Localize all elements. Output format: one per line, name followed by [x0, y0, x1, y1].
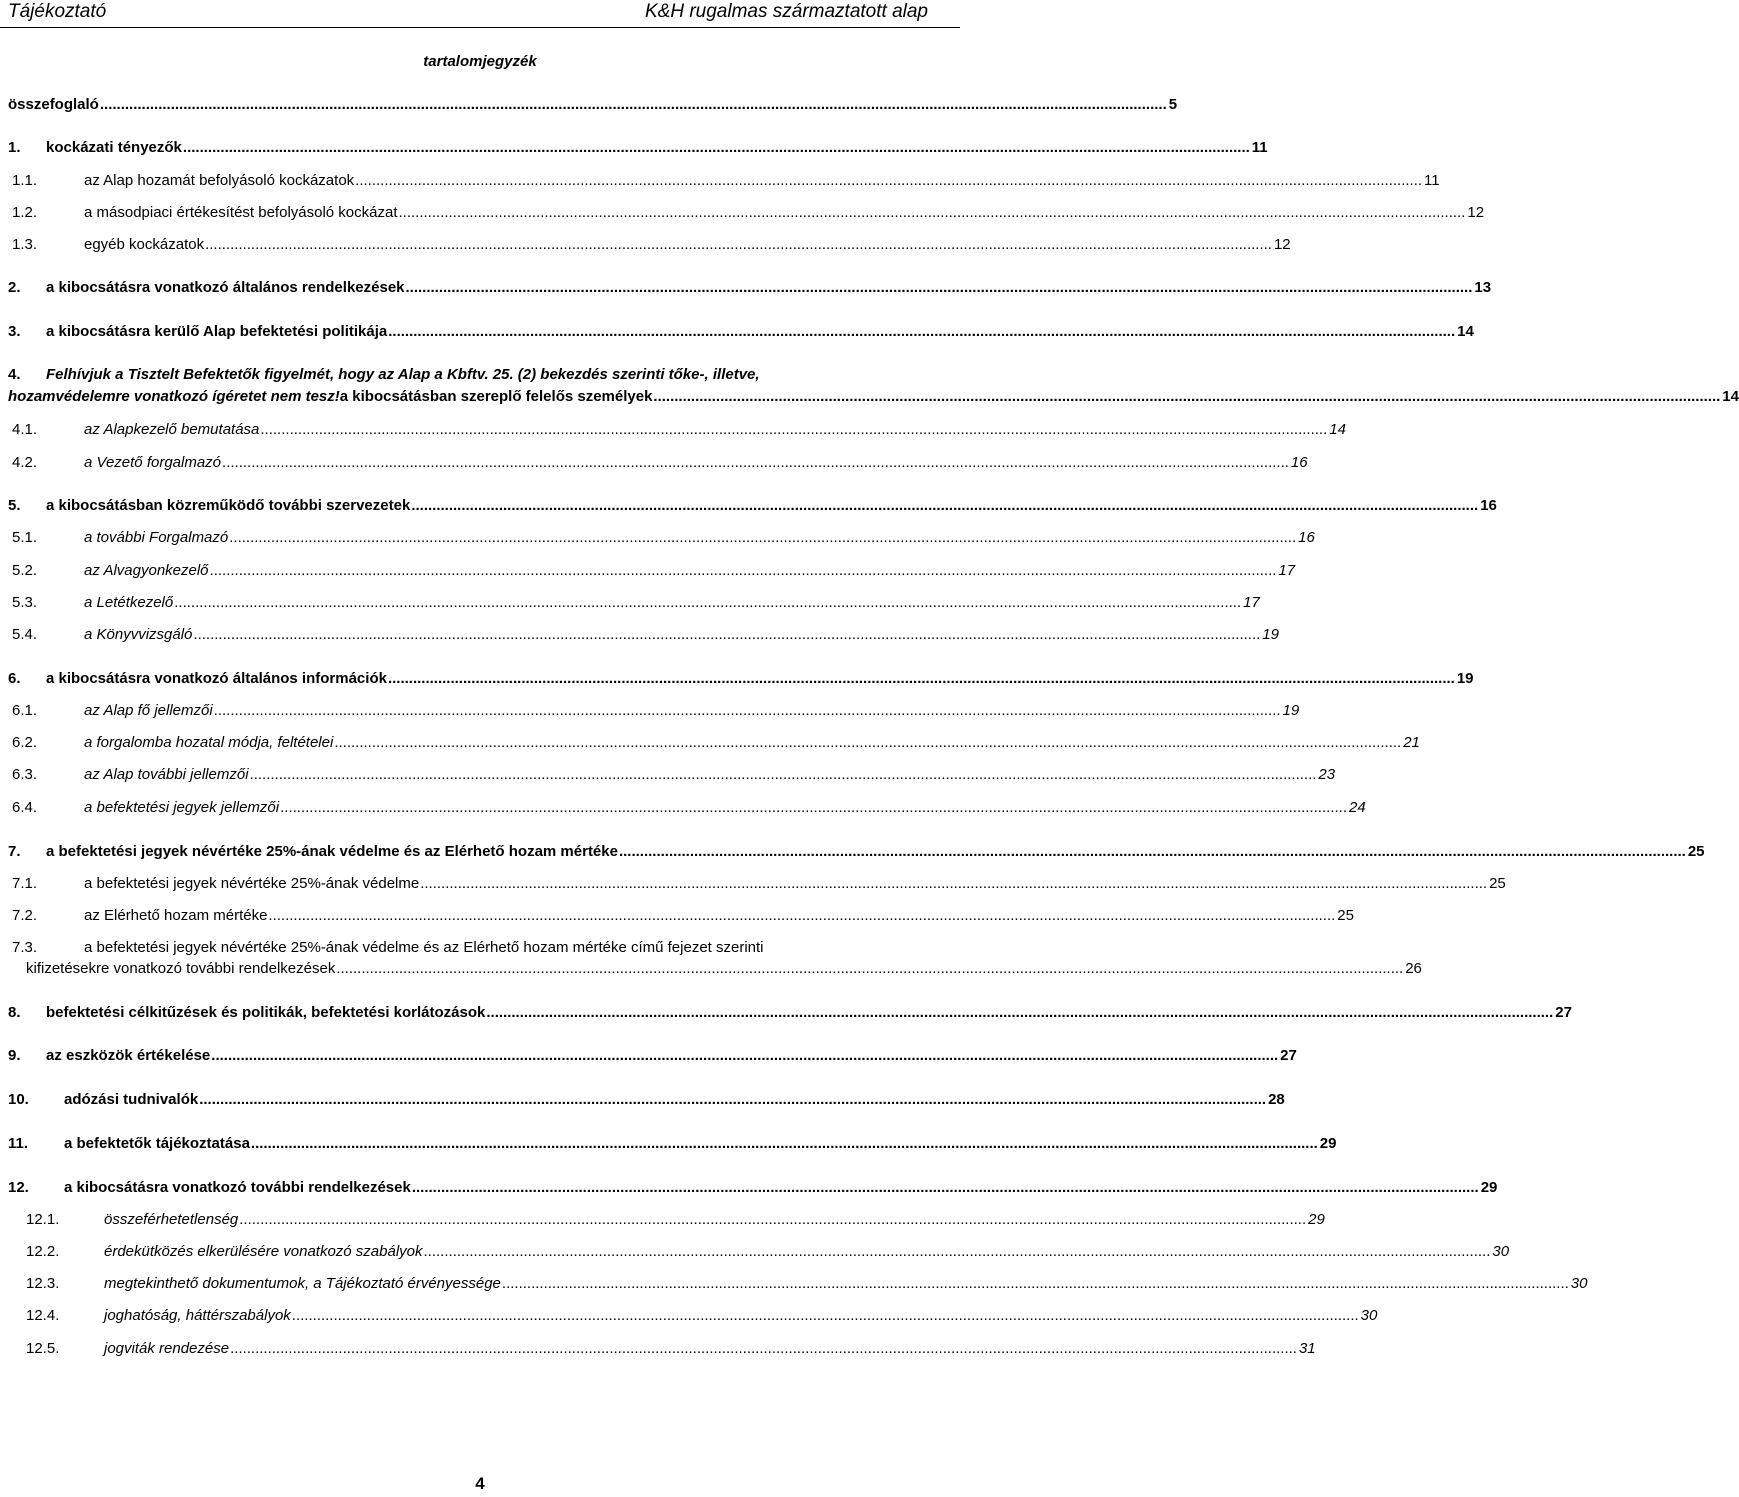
toc-entry-page: 16	[1290, 454, 1308, 471]
toc-entry-6-1[interactable]	[8, 701, 1300, 721]
toc-entry-title: a másodpiaci értékesítést befolyásoló kockázat	[84, 204, 398, 221]
toc-entry-number: 4.	[8, 366, 21, 383]
toc-entry-7-3-line2[interactable]	[26, 959, 1422, 979]
toc-entry-title: a kibocsátásra vonatkozó általános rendelkezések	[46, 279, 405, 296]
toc-leader	[334, 733, 1401, 753]
toc-entry-number: 1.2.	[12, 204, 38, 221]
toc-entry-page: 30	[1492, 1243, 1510, 1260]
toc-entry-page: 27	[1555, 1004, 1572, 1021]
toc-entry-1-1[interactable]	[8, 171, 1440, 191]
toc-leader	[653, 387, 1720, 407]
toc-leader	[229, 528, 1296, 548]
toc-leader	[424, 1242, 1491, 1262]
toc-leader	[486, 1003, 1553, 1023]
toc-entry-6-4[interactable]	[8, 798, 1366, 818]
toc-entry-page: 25	[1337, 907, 1354, 924]
toc-entry-10[interactable]	[8, 1090, 1285, 1110]
toc-entry-12[interactable]	[8, 1178, 1498, 1198]
toc-leader	[239, 1210, 1306, 1230]
toc-leader	[250, 765, 1317, 785]
toc-entry-number: 11.	[8, 1135, 29, 1152]
toc-entry-page: 16	[1480, 497, 1497, 514]
toc-entry-number: 1.	[8, 139, 21, 156]
toc-entry-page: 30	[1570, 1275, 1588, 1292]
toc-entry-number: 1.3.	[12, 236, 38, 253]
toc-entry-title: az Alvagyonkezelő	[84, 562, 209, 579]
toc-leader	[619, 842, 1686, 862]
toc-entry-5-1[interactable]	[8, 528, 1315, 548]
toc-entry-title: joghatóság, háttérszabályok	[104, 1307, 291, 1324]
toc-entry-title: jogviták rendezése	[104, 1340, 230, 1357]
toc-entry-page: 5	[1168, 96, 1178, 113]
header-fund-name: K&H rugalmas származtatott alap	[644, 1, 928, 22]
toc-entry-title: a befektetési jegyek névértéke 25%-ának védelme és az Elérhető hozam mértéke	[46, 843, 618, 860]
toc-entry-title: a befektetési jegyek névértéke 25%-ának védelme és az Elérhető hozam mértéke című fejezet szerinti	[84, 939, 764, 956]
toc-leader	[268, 906, 1335, 926]
toc-entry-page: 13	[1474, 279, 1492, 296]
toc-entry-page: 23	[1318, 766, 1336, 783]
toc-entry-page: 17	[1243, 594, 1260, 611]
toc-leader	[292, 1306, 1359, 1326]
toc-leader	[214, 701, 1281, 721]
toc-entry-number: 6.3.	[12, 766, 38, 783]
toc-entry-page: 14	[1457, 323, 1474, 340]
toc-leader	[230, 1339, 1297, 1359]
toc-leader	[280, 798, 1347, 818]
toc-entry-1-3[interactable]	[8, 235, 1291, 255]
toc-leader	[205, 235, 1272, 255]
toc-leader	[251, 1134, 1318, 1154]
toc-entry-number: 12.5.	[26, 1340, 60, 1357]
toc-entry-5-2[interactable]	[8, 561, 1296, 581]
toc-entry-title: az eszközök értékelése	[46, 1047, 211, 1064]
toc-entry-page: 21	[1403, 734, 1420, 751]
toc-entry-7-3-line1[interactable]	[8, 938, 952, 958]
toc-entry-title: adózási tudnivalók	[64, 1091, 199, 1108]
page-number: 4	[475, 1474, 485, 1493]
toc-entry-title: a forgalomba hozatal módja, feltételei	[84, 734, 334, 751]
toc-leader	[420, 874, 1487, 894]
toc-entry-title-italic: hozamvédelemre vonatkozó ígéretet nem tesz!	[8, 388, 340, 405]
toc-entry-page: 30	[1360, 1307, 1378, 1324]
toc-entry-number: 12.3.	[26, 1275, 60, 1292]
toc-entry-title: az Alapkezelő bemutatása	[84, 421, 260, 438]
toc-leader	[388, 322, 1455, 342]
toc-entry-12-5[interactable]	[8, 1339, 1316, 1359]
toc-entry-page: 19	[1282, 702, 1300, 719]
toc-leader	[211, 1046, 1278, 1066]
toc-entry-4-2[interactable]	[8, 453, 1308, 473]
toc-entry-number: 5.	[8, 497, 21, 514]
toc-entry-number: 7.1.	[12, 875, 38, 892]
toc-entry-title: a befektetők tájékoztatása	[64, 1135, 250, 1152]
toc-entry-page: 14	[1329, 421, 1346, 438]
toc-entry-page: 19	[1456, 670, 1474, 687]
toc-entry-title: a kibocsátásra vonatkozó általános információk	[46, 670, 387, 687]
toc-entry-number: 7.2.	[12, 907, 38, 924]
toc-entry-title: a befektetési jegyek névértéke 25%-ának védelme	[84, 875, 420, 892]
toc-entry-number: 6.4.	[12, 799, 38, 816]
toc-entry-number: 12.2.	[26, 1243, 60, 1260]
toc-entry-2[interactable]	[8, 278, 1492, 298]
toc-entry-title: megtekinthető dokumentumok, a Tájékoztató érvényessége	[104, 1275, 501, 1292]
toc-entry-number: 12.1.	[26, 1211, 60, 1228]
toc-entry-number: 4.2.	[12, 454, 38, 471]
toc-entry-page: 11	[1251, 139, 1268, 156]
toc-entry-page: 19	[1262, 626, 1279, 643]
toc-entry-number: 3.	[8, 323, 21, 340]
toc-entry-5[interactable]	[8, 496, 1497, 516]
toc-entry-6-2[interactable]	[8, 733, 1420, 753]
toc-entry-8[interactable]	[8, 1003, 1572, 1023]
toc-entry-11[interactable]	[8, 1134, 1337, 1154]
toc-entry-page: 16	[1298, 529, 1315, 546]
toc-leader	[193, 625, 1260, 645]
toc-entry-title: kockázati tényezők	[46, 139, 182, 156]
toc-entry-number: 8.	[8, 1004, 21, 1021]
toc-entry-12-4[interactable]	[8, 1306, 1378, 1326]
toc-entry-title: az Elérhető hozam mértéke	[84, 907, 268, 924]
toc-entry-title: a Könyvvizsgáló	[84, 626, 193, 643]
toc-leader	[199, 1090, 1266, 1110]
toc-entry-number: 1.1.	[12, 172, 38, 189]
header-document-title: Tájékoztató	[8, 1, 107, 22]
toc-entry-6[interactable]	[8, 669, 1474, 689]
toc-entry-page: 26	[1405, 960, 1422, 977]
toc-leader	[355, 171, 1422, 191]
toc-entry-number: 6.2.	[12, 734, 38, 751]
toc-entry-12-2[interactable]	[8, 1242, 1510, 1262]
toc-entry-number: 4.1.	[12, 421, 38, 438]
toc-leader	[412, 1178, 1479, 1198]
toc-entry-title: az Alap további jellemzői	[84, 766, 249, 783]
toc-entry-12-3[interactable]	[8, 1274, 1588, 1294]
toc-entry-page: 29	[1308, 1211, 1325, 1228]
toc-entry-number: 5.3.	[12, 594, 38, 611]
toc-leader	[183, 138, 1250, 158]
toc-entry-number: 6.1.	[12, 702, 38, 719]
toc-entry-page: 27	[1280, 1047, 1297, 1064]
toc-leader	[210, 561, 1277, 581]
toc-leader	[336, 959, 1403, 979]
toc-entry-title: egyéb kockázatok	[84, 236, 205, 253]
toc-entry-title: kifizetésekre vonatkozó további rendelkezések	[26, 960, 336, 977]
toc-leader	[502, 1274, 1569, 1294]
toc-entry-12-1[interactable]	[8, 1210, 1325, 1230]
toc-entry-title: a befektetési jegyek jellemzői	[84, 799, 280, 816]
toc-entry-title: összefoglaló	[8, 96, 99, 113]
toc-entry-title: az Alap hozamát befolyásoló kockázatok	[84, 172, 355, 189]
toc-entry-title: a kibocsátásra vonatkozó további rendelkezések	[64, 1179, 411, 1196]
page-header	[0, 0, 960, 28]
toc-entry-title: érdekütközés elkerülésére vonatkozó szabályok	[104, 1243, 423, 1260]
toc-entry-title: a Vezető forgalmazó	[84, 454, 222, 471]
toc-entry-number: 5.2.	[12, 562, 38, 579]
toc-entry-summary[interactable]	[8, 95, 1178, 115]
toc-entry-page: 28	[1268, 1091, 1285, 1108]
toc-entry-page: 11	[1424, 172, 1440, 189]
toc-entry-9[interactable]	[8, 1046, 1297, 1066]
toc-entry-5-4[interactable]	[8, 625, 1279, 645]
toc-entry-page: 24	[1348, 799, 1366, 816]
toc-entry-7-2[interactable]	[8, 906, 1354, 926]
toc-entry-3[interactable]	[8, 322, 1474, 342]
toc-entry-number: 5.1.	[12, 529, 38, 546]
toc-entry-page: 29	[1480, 1179, 1498, 1196]
toc-entry-4-line2[interactable]	[8, 387, 1739, 407]
toc-leader	[100, 95, 1167, 115]
toc-entry-number: 9.	[8, 1047, 21, 1064]
toc-entry-number: 12.	[8, 1179, 29, 1196]
toc-entry-page: 31	[1298, 1340, 1316, 1357]
toc-leader	[222, 453, 1289, 473]
toc-entry-title: a további Forgalmazó	[84, 529, 229, 546]
toc-entry-page: 12	[1273, 236, 1291, 253]
toc-entry-page: 25	[1687, 843, 1705, 860]
toc-leader	[388, 669, 1455, 689]
toc-entry-4-line1[interactable]	[8, 365, 952, 385]
toc-leader	[260, 420, 1327, 440]
toc-entry-page: 17	[1278, 562, 1296, 579]
toc-entry-1[interactable]	[8, 138, 1268, 158]
toc-entry-title: a kibocsátásra kerülő Alap befektetési politikája	[46, 323, 388, 340]
toc-entry-4-1[interactable]	[8, 420, 1346, 440]
toc-entry-title: az Alap fő jellemzői	[84, 702, 213, 719]
toc-entry-page: 25	[1489, 875, 1506, 892]
toc-entry-title: befektetési célkitűzések és politikák, befektetési korlátozások	[46, 1004, 486, 1021]
toc-leader	[411, 496, 1478, 516]
toc-entry-number: 6.	[8, 670, 21, 687]
toc-entry-title: a kibocsátásban szereplő felelős személyek	[339, 388, 653, 405]
toc-entry-page: 29	[1319, 1135, 1337, 1152]
toc-entry-1-2[interactable]	[8, 203, 1485, 223]
toc-entry-5-3[interactable]	[8, 593, 1260, 613]
toc-entry-title: a kibocsátásban közreműködő további szervezetek	[46, 497, 411, 514]
toc-entry-number: 7.	[8, 843, 21, 860]
toc-leader	[174, 593, 1241, 613]
toc-entry-number: 7.3.	[12, 939, 38, 956]
toc-heading: tartalomjegyzék	[423, 53, 537, 70]
toc-entry-number: 10.	[8, 1091, 29, 1108]
toc-entry-title: Felhívjuk a Tisztelt Befektetők figyelmét, hogy az Alap a Kbftv. 25. (2) bekezdés szerinti tőke-, illetve,	[46, 366, 760, 383]
toc-entry-7-1[interactable]	[8, 874, 1506, 894]
toc-entry-6-3[interactable]	[8, 765, 1336, 785]
toc-entry-number: 2.	[8, 279, 21, 296]
toc-leader	[406, 278, 1473, 298]
toc-entry-page: 14	[1722, 388, 1739, 405]
toc-leader	[399, 203, 1466, 223]
toc-entry-title: a Letétkezelő	[84, 594, 174, 611]
toc-entry-7[interactable]	[8, 842, 1705, 862]
toc-entry-page: 12	[1467, 204, 1485, 221]
toc-entry-number: 12.4.	[26, 1307, 60, 1324]
toc-entry-title: összeférhetetlenség	[104, 1211, 239, 1228]
toc-entry-number: 5.4.	[12, 626, 38, 643]
